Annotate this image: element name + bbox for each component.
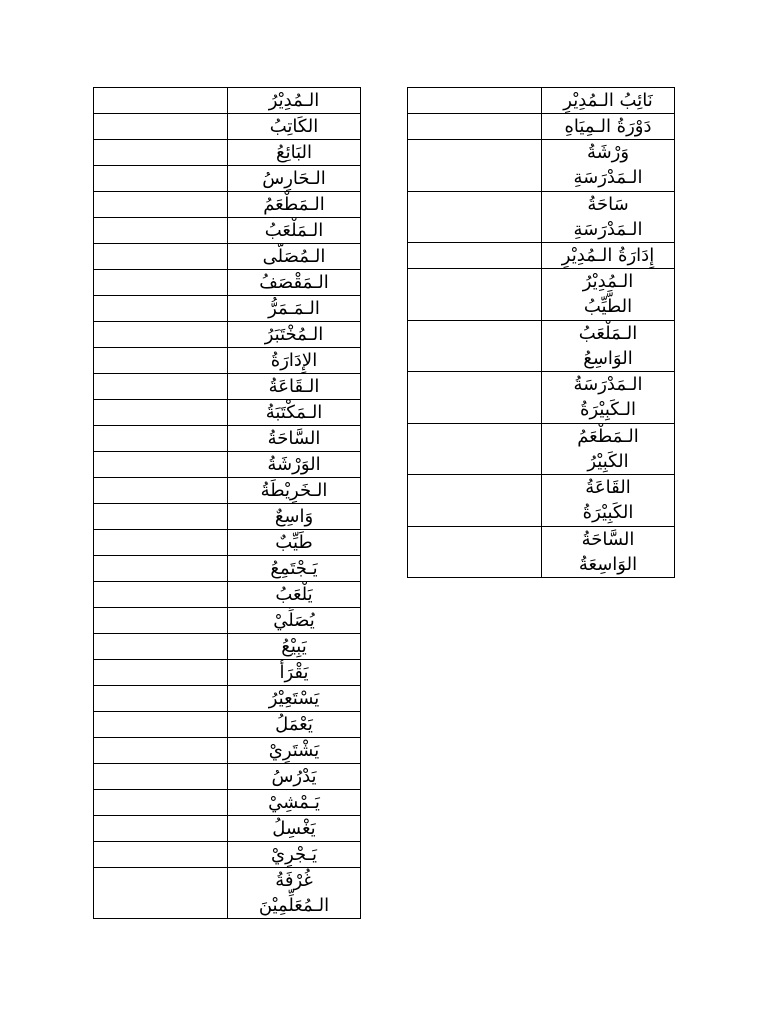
answer-cell[interactable]: [94, 192, 228, 218]
word-cell: الـمَدْرَسَةُ الـكَبِيْرَةُ: [542, 372, 675, 424]
table-row: [408, 423, 675, 475]
word-cell: الوَرْشَةُ: [228, 452, 361, 478]
word-cell: طَيِّبٌ: [228, 530, 361, 556]
answer-cell[interactable]: [408, 140, 542, 192]
table-row: [94, 660, 361, 686]
word-cell: الـمُخْتَبَرُ: [228, 322, 361, 348]
table-row: [94, 816, 361, 842]
table-row: [408, 140, 675, 192]
word-cell: القَاعَةُ الكَبِيْرَةُ: [542, 475, 675, 527]
answer-cell[interactable]: [94, 478, 228, 504]
table-row: [94, 140, 361, 166]
word-cell: البَائِعُ: [228, 140, 361, 166]
table-row: [94, 608, 361, 634]
answer-cell[interactable]: [408, 372, 542, 424]
vocabulary-table-right-body: [408, 88, 675, 578]
word-cell: يَـجْتَمِعُ: [228, 556, 361, 582]
word-cell: الـمَقْصَفُ: [228, 270, 361, 296]
word-cell: الإِدَارَةُ: [228, 348, 361, 374]
answer-cell[interactable]: [408, 526, 542, 578]
answer-cell[interactable]: [94, 816, 228, 842]
answer-cell[interactable]: [94, 608, 228, 634]
answer-cell[interactable]: [94, 582, 228, 608]
word-cell: دَوْرَةُ الـمِيَاهِ: [542, 114, 675, 140]
answer-cell[interactable]: [408, 475, 542, 527]
word-cell: السَّاحَةُ: [228, 426, 361, 452]
answer-cell[interactable]: [94, 686, 228, 712]
table-row: [408, 269, 675, 321]
answer-cell[interactable]: [408, 88, 542, 114]
answer-cell[interactable]: [94, 270, 228, 296]
table-row: [94, 842, 361, 868]
answer-cell[interactable]: [408, 191, 542, 243]
word-cell: يَقْرَأُ: [228, 660, 361, 686]
answer-cell[interactable]: [94, 166, 228, 192]
answer-cell[interactable]: [94, 296, 228, 322]
word-cell: الـحَارِسُ: [228, 166, 361, 192]
table-row: [94, 426, 361, 452]
word-cell: الـخَرِيْطَةُ: [228, 478, 361, 504]
word-cell: يَشْتَرِيْ: [228, 738, 361, 764]
answer-cell[interactable]: [408, 423, 542, 475]
word-cell: نَائِبُ الـمُدِيْرِ: [542, 88, 675, 114]
table-row: [94, 114, 361, 140]
word-cell: الـمُدِيْرُ: [228, 88, 361, 114]
table-row: [408, 88, 675, 114]
table-row: [94, 348, 361, 374]
answer-cell[interactable]: [94, 842, 228, 868]
table-row: [94, 88, 361, 114]
word-cell: الـمَطْعَمُ: [228, 192, 361, 218]
table-row: [408, 320, 675, 372]
table-row: [94, 166, 361, 192]
word-cell: يَلْعَبُ: [228, 582, 361, 608]
answer-cell[interactable]: [94, 218, 228, 244]
answer-cell[interactable]: [94, 660, 228, 686]
word-cell: يَسْتَعِيْرُ: [228, 686, 361, 712]
word-cell: الـمُصَلَّى: [228, 244, 361, 270]
answer-cell[interactable]: [94, 374, 228, 400]
answer-cell[interactable]: [94, 556, 228, 582]
answer-cell[interactable]: [94, 530, 228, 556]
table-row: [94, 192, 361, 218]
table-row: [408, 243, 675, 269]
word-cell: يَعْمَلُ: [228, 712, 361, 738]
table-row: [94, 686, 361, 712]
word-cell: الـمَلْعَبُ الوَاسِعُ: [542, 320, 675, 372]
table-row: [94, 582, 361, 608]
answer-cell[interactable]: [94, 868, 228, 919]
answer-cell[interactable]: [94, 244, 228, 270]
answer-cell[interactable]: [94, 764, 228, 790]
word-cell: سَاحَةُ الـمَدْرَسَةِ: [542, 191, 675, 243]
answer-cell[interactable]: [408, 320, 542, 372]
table-row: [94, 530, 361, 556]
answer-cell[interactable]: [408, 114, 542, 140]
answer-cell[interactable]: [94, 712, 228, 738]
table-row: [94, 452, 361, 478]
table-row: [94, 504, 361, 530]
table-row: [94, 374, 361, 400]
table-row: [408, 114, 675, 140]
table-row: [94, 296, 361, 322]
table-row: [94, 478, 361, 504]
answer-cell[interactable]: [94, 504, 228, 530]
answer-cell[interactable]: [94, 738, 228, 764]
word-cell: غُرْفَةُ الـمُعَلِّمِيْنَ: [228, 868, 361, 919]
word-cell: الـمَـمَرُّ: [228, 296, 361, 322]
answer-cell[interactable]: [94, 140, 228, 166]
answer-cell[interactable]: [94, 634, 228, 660]
table-row: [94, 868, 361, 919]
answer-cell[interactable]: [408, 243, 542, 269]
answer-cell[interactable]: [94, 322, 228, 348]
word-cell: السَّاحَةُ الوَاسِعَةُ: [542, 526, 675, 578]
table-row: [94, 556, 361, 582]
table-row: [408, 372, 675, 424]
answer-cell[interactable]: [408, 269, 542, 321]
answer-cell[interactable]: [94, 400, 228, 426]
vocabulary-table-right: [407, 87, 675, 578]
word-cell: يَغْسِلُ: [228, 816, 361, 842]
table-row: [94, 270, 361, 296]
vocabulary-table-left-body: [94, 88, 361, 919]
table-row: [94, 738, 361, 764]
word-cell: يُصَلِّيْ: [228, 608, 361, 634]
word-cell: الـمُدِيْرُ الطَّيِّبُ: [542, 269, 675, 321]
table-row: [94, 400, 361, 426]
answer-cell[interactable]: [94, 114, 228, 140]
answer-cell[interactable]: [94, 88, 228, 114]
word-cell: يَـمْشِيْ: [228, 790, 361, 816]
word-cell: الـمَطْعَمُ الكَبِيْرُ: [542, 423, 675, 475]
answer-cell[interactable]: [94, 790, 228, 816]
table-row: [408, 475, 675, 527]
answer-cell[interactable]: [94, 348, 228, 374]
vocabulary-table-left: [93, 87, 361, 919]
answer-cell[interactable]: [94, 426, 228, 452]
table-row: [408, 526, 675, 578]
table-row: [94, 790, 361, 816]
table-row: [94, 634, 361, 660]
table-row: [94, 712, 361, 738]
table-row: [408, 191, 675, 243]
table-row: [94, 322, 361, 348]
word-cell: يَبِيْعُ: [228, 634, 361, 660]
table-row: [94, 218, 361, 244]
answer-cell[interactable]: [94, 452, 228, 478]
word-cell: يَدْرُسُ: [228, 764, 361, 790]
word-cell: الـمَكْتَبَةُ: [228, 400, 361, 426]
word-cell: الكَاتِبُ: [228, 114, 361, 140]
word-cell: وَرْشَةُ الـمَدْرَسَةِ: [542, 140, 675, 192]
word-cell: الـقَاعَةُ: [228, 374, 361, 400]
word-cell: الـمَلْعَبُ: [228, 218, 361, 244]
word-cell: إِدَارَةُ الـمُدِيْرِ: [542, 243, 675, 269]
word-cell: يَـجْرِيْ: [228, 842, 361, 868]
word-cell: وَاسِعٌ: [228, 504, 361, 530]
table-row: [94, 764, 361, 790]
table-row: [94, 244, 361, 270]
